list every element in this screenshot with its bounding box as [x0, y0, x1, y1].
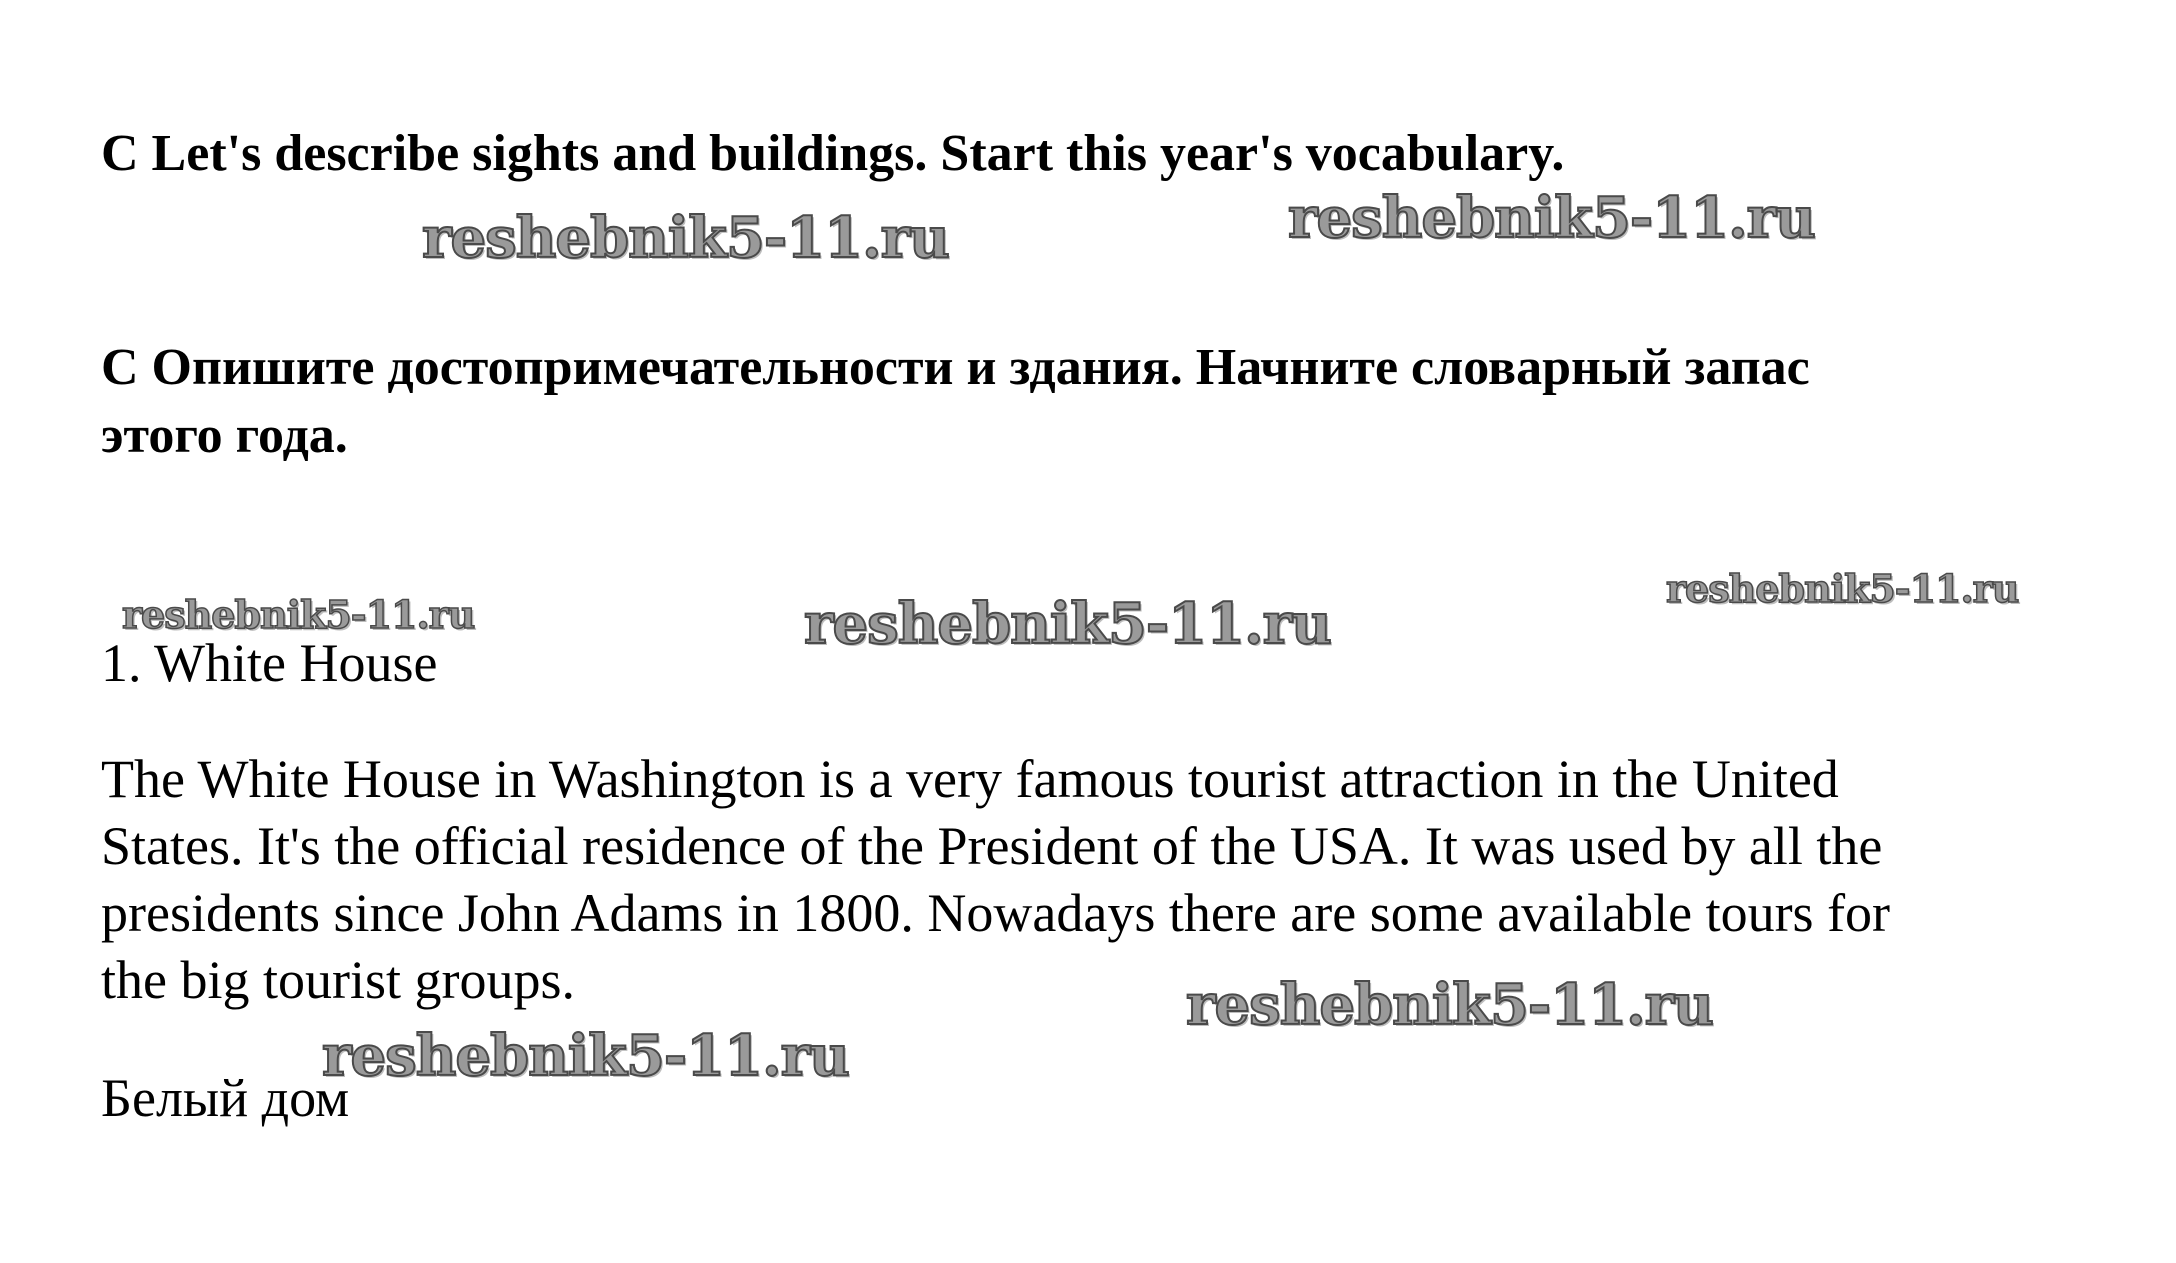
watermark: reshebnik5-11.ru [1186, 972, 1713, 1038]
english-heading: C Let's describe sights and buildings. Start this year's vocabulary. [101, 125, 1565, 182]
watermark: reshebnik5-11.ru [322, 1023, 849, 1089]
watermark: reshebnik5-11.ru [1288, 185, 1815, 251]
paragraph-line-2: States. It's the official residence of the President of the USA. It was used by all the [101, 816, 1883, 876]
russian-heading-line-2: этого года. [101, 407, 348, 464]
item-title: 1. White House [101, 633, 438, 693]
translation: Белый дом [101, 1068, 350, 1128]
watermark: reshebnik5-11.ru [804, 591, 1331, 657]
paragraph-line-1: The White House in Washington is a very famous tourist attraction in the United [101, 749, 1839, 809]
russian-heading-line-1: C Опишите достопримечательности и здания. Начните словарный запас [101, 339, 1810, 396]
paragraph-line-3: presidents since John Adams in 1800. Nowadays there are some available tours for [101, 883, 1891, 943]
watermark: reshebnik5-11.ru [422, 205, 949, 271]
watermark: reshebnik5-11.ru [122, 592, 475, 637]
watermark: reshebnik5-11.ru [1666, 566, 2019, 611]
paragraph-line-4: the big tourist groups. [101, 950, 575, 1010]
